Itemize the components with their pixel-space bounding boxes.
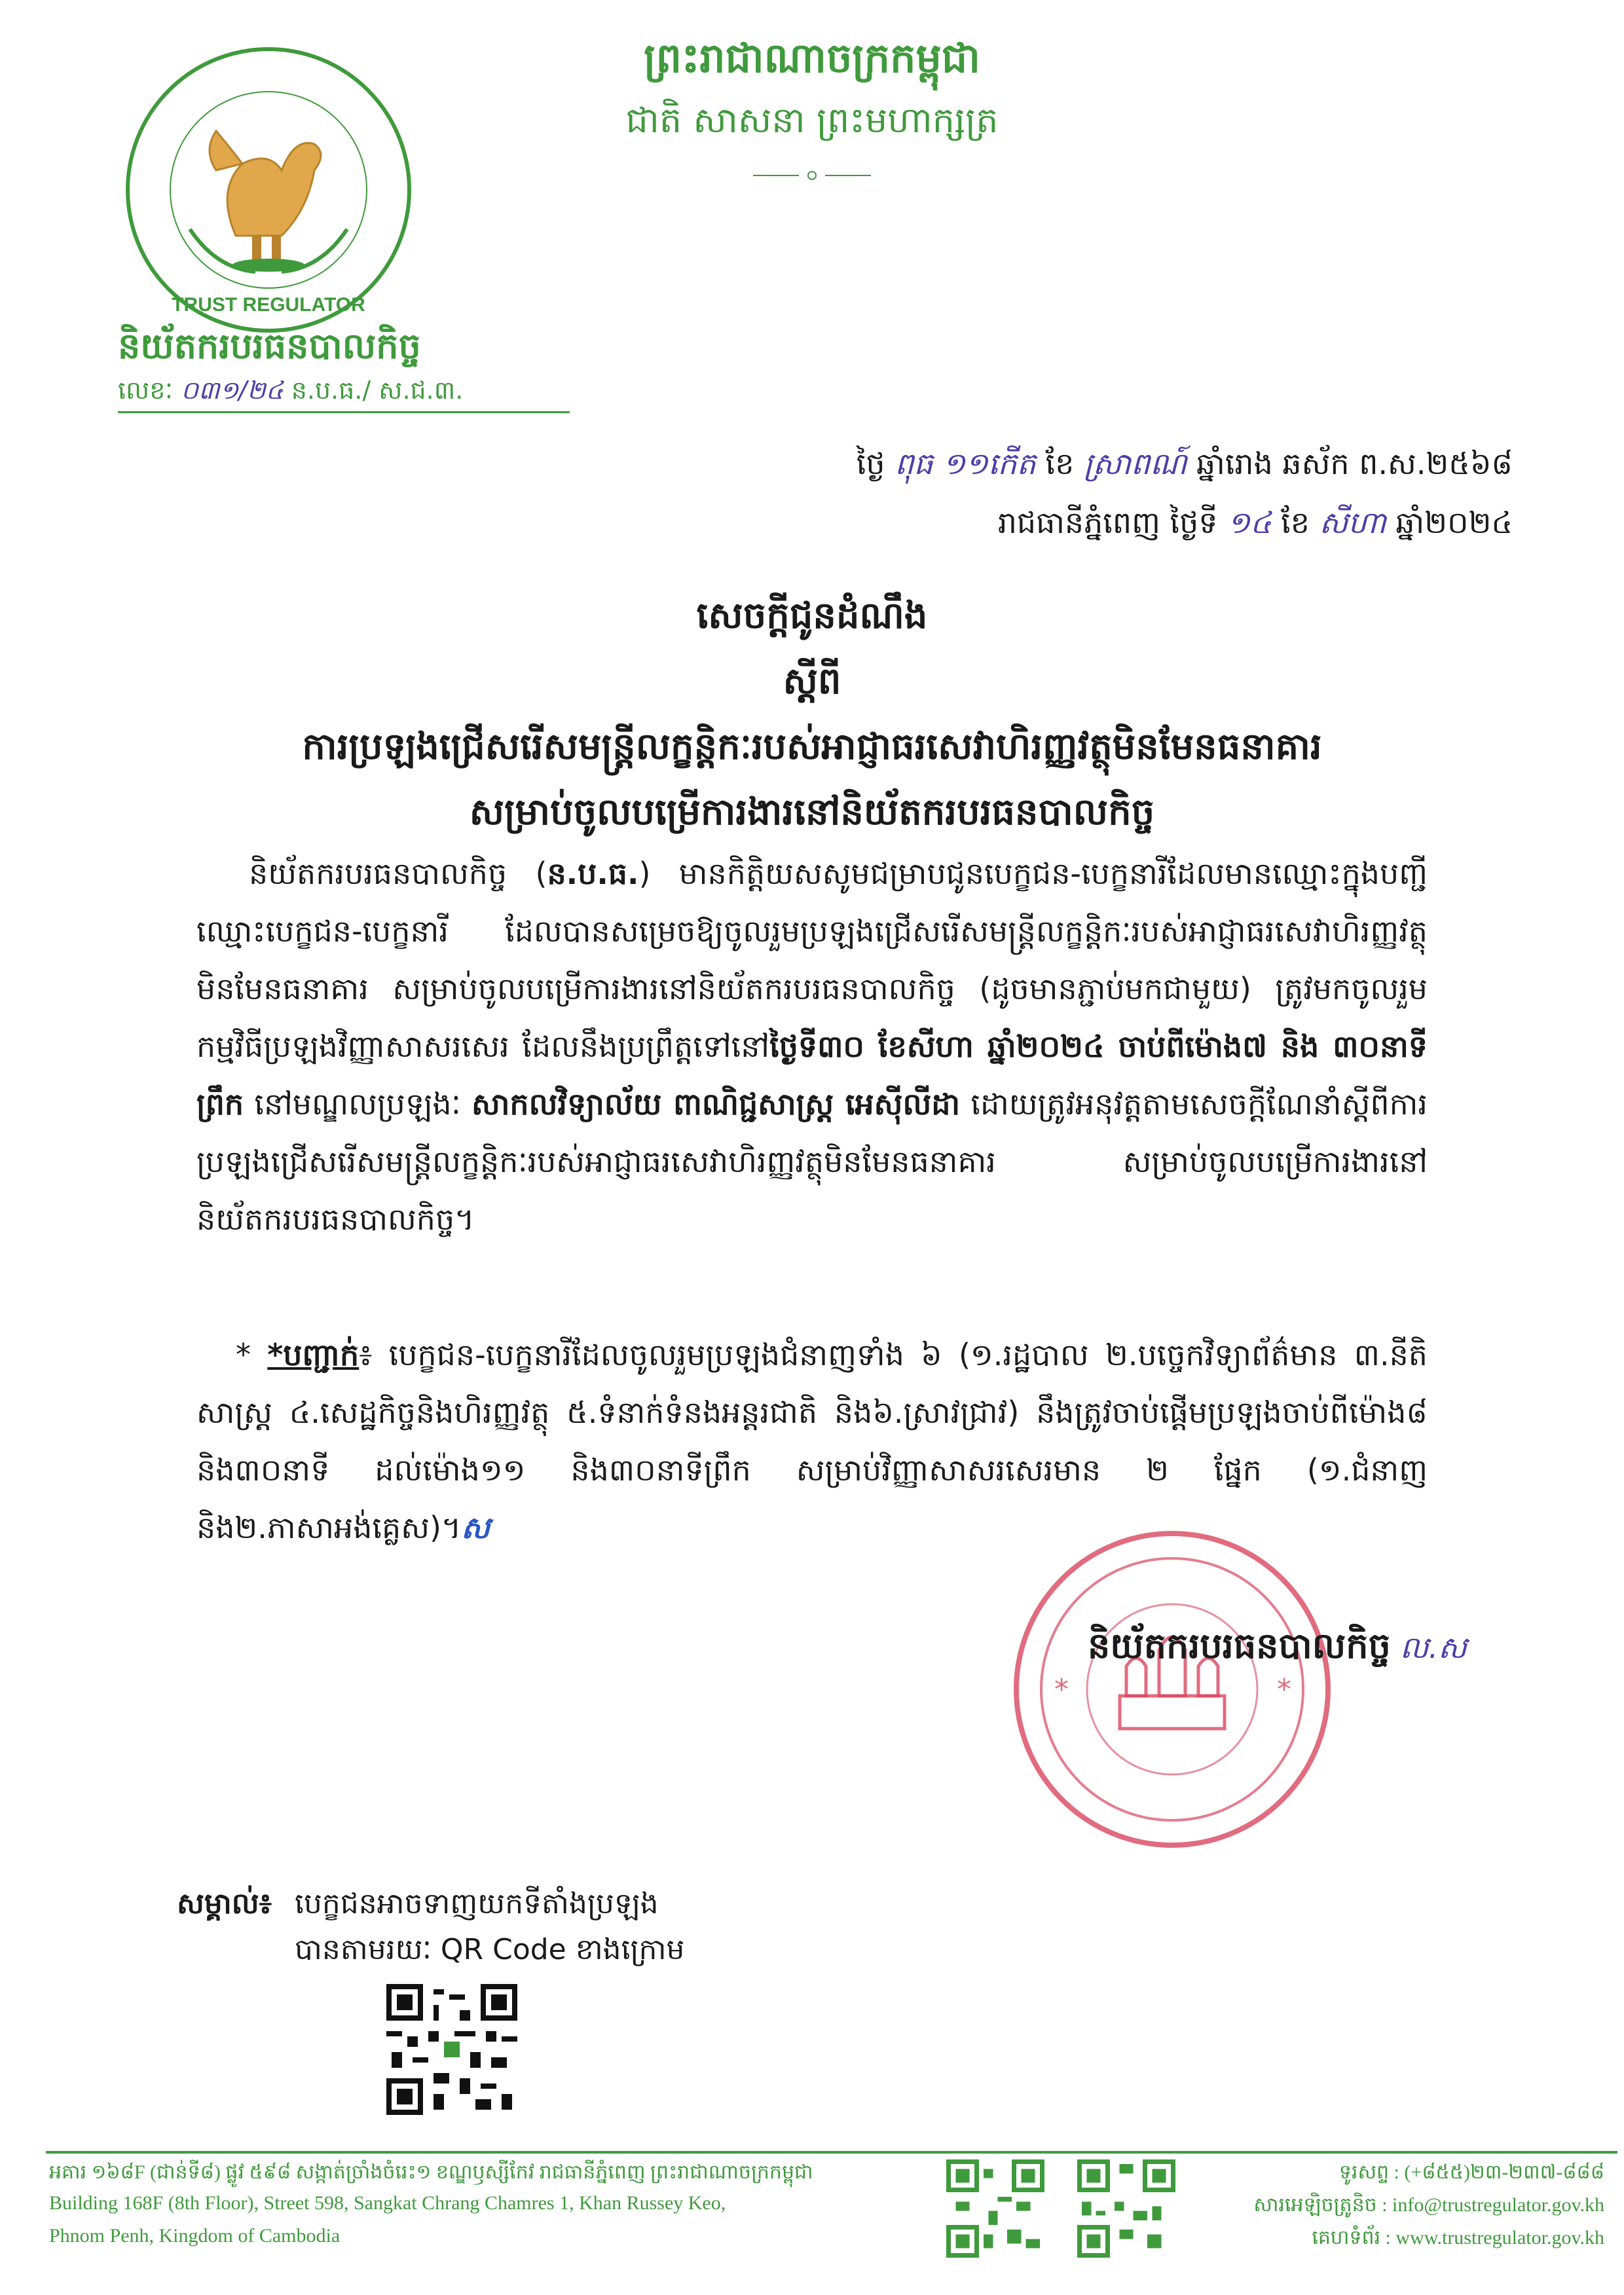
footer-qr-code-1[interactable] (946, 2159, 1044, 2258)
solar-day-handwritten: ១៤ (1227, 505, 1272, 540)
exam-venue: សាកលវិទ្យាល័យ ពាណិជ្ជសាស្ត្រ អេស៊ីលីដា (471, 1086, 961, 1122)
ref-suffix: ស.ជ.៣. (378, 376, 464, 405)
official-seal-stamp (1008, 1526, 1336, 1853)
solar-month-handwritten: សីហា (1319, 505, 1386, 540)
signatory-org: និយ័តករបរធនបាលកិច្ច (1088, 1625, 1391, 1666)
footer-qr-code-2[interactable] (1077, 2159, 1175, 2258)
svg-text:*: * (1054, 1673, 1069, 1706)
ref-code: ន.ប.ធ./ (291, 376, 371, 405)
national-motto: ជាតិ សាសនា ព្រះមហាក្សត្រ (625, 100, 999, 141)
exam-date-time: ថ្ងៃទី៣០ ខែសីហា ឆ្នាំ២០២៤ ចាប់ពីម៉ោង៧ និង ៣០នាទីព្រឹក (196, 1029, 1428, 1122)
solar-year: ឆ្នាំ២០២៤ (1395, 505, 1513, 540)
reference-number (118, 375, 589, 411)
ref-number-handwritten: ០៣១/២៤ (181, 376, 284, 405)
lunar-date (779, 445, 1513, 489)
lunar-month-handwritten: ស្រាពណ៍ (1083, 446, 1187, 481)
svg-text:*: * (1277, 1673, 1291, 1706)
notice-title: សេចក្តីជូនដំណឹង (696, 595, 928, 637)
ref-prefix: លេខៈ (118, 376, 173, 405)
note-emphasis-label: *បញ្ជាក់ (267, 1337, 360, 1372)
solar-date (779, 504, 1513, 548)
footer-email[interactable]: សារអេឡិចត្រូនិច : info@trustregulator.gov.kh (1253, 2194, 1604, 2216)
body-paragraph-1 (196, 845, 1428, 1248)
footer-website[interactable]: គេហទំព័រ : www.trustregulator.gov.kh (1312, 2227, 1604, 2249)
signature-annotation: ល.ស (1399, 1630, 1467, 1665)
lunar-date-prefix: ថ្ងៃ (856, 446, 885, 481)
note-line-2: បានតាមរយៈ QR Code ខាងក្រោម (295, 1933, 685, 1966)
solar-date-prefix: រាជធានីភ្នំពេញ ថ្ងៃទី (997, 505, 1218, 540)
kingdom-title: ព្រះរាជាណាចក្រកម្ពុជា (644, 34, 980, 82)
p2-asterisk: * (236, 1337, 268, 1372)
svg-text:TRUST REGULATOR: TRUST REGULATOR (172, 294, 365, 316)
lunar-day-handwritten: ពុធ ១១កើត (895, 446, 1036, 481)
footer-address-khmer: អគារ ១៦៨F (ជាន់ទី៨) ផ្លូវ ៥៩៨ សង្កាត់ច្រាំងចំរេះ១ ខណ្ឌឫស្សីកែវ រាជធានីភ្នំពេញ ព្រះរាជាណាចក្រកម្ពុជា (49, 2161, 813, 2183)
note-line-1: បេក្ខជនអាចទាញយកទីតាំងប្រឡង (295, 1887, 659, 1920)
footer-address-en-line2: Phnom Penh, Kingdom of Cambodia (49, 2225, 341, 2247)
p1-text-e: នៅមណ្ឌលប្រឡងៈ (244, 1086, 471, 1122)
ornament-divider-icon (753, 169, 871, 182)
p1-text-a: និយ័តករបរធនបាលកិច្ច ( (249, 856, 547, 891)
note-label: សម្គាល់៖ (177, 1887, 272, 1920)
notice-subject-line1: ការប្រឡងជ្រើសរើសមន្ត្រីលក្ខន្តិកៈរបស់អាជ្ញាធរសេវាហិរញ្ញវត្ថុមិនមែនធនាគារ (302, 725, 1322, 768)
lunar-month-label: ខែ (1045, 446, 1075, 481)
solar-month-label: ខែ (1281, 505, 1310, 540)
p1-text-c: ) មានកិត្តិយសសូមជម្រាបជូនបេក្ខជន-បេក្ខនារីដែលមានឈ្មោះក្នុងបញ្ជីឈ្មោះបេក្ខជន-បេក្ខនារី ដែលបានសម្រេចឱ្យចូលរួមប្រឡងជ្រើសរើសមន្ត្រីលក្ខន្តិកៈរបស់អាជ្ញាធរសេវាហិរញ្ញវត្ថុមិនមែនធនាគារ សម្រាប់ចូលបម្រើការងារនៅនិយ័តករបរធនបាលកិច្ច (ដូចមានភ្ជាប់មកជាមួយ) ត្រូវមកចូលរួមកម្មវិធីប្រឡងវិញ្ញាសាសរសេរ ដែលនឹងប្រព្រឹត្តទៅនៅ (196, 856, 1428, 1064)
p1-text-g: ដោយត្រូវអនុវត្តតាមសេចក្តីណែនាំស្តីពីការប្រឡងជ្រើសរើសមន្ត្រីលក្ខន្តិកៈរបស់អាជ្ញាធរសេវាហិរញ្ញវត្ថុមិនមែនធនាគារ សម្រាប់ចូលបម្រើការងារនៅនិយ័តករបរធនបាលកិច្ច។ (196, 1086, 1428, 1237)
footer-divider (46, 2151, 1617, 2154)
footer-phone: ទូរសព្ទ : (+៨៥៥)២៣-២៣៧-៨៨៨ (1338, 2161, 1604, 2183)
p2-text: ៖ បេក្ខជន-បេក្ខនារីដែលចូលរួមប្រឡងជំនាញទាំង ៦ (១.រដ្ឋបាល ២.បច្ចេកវិទ្យាព័ត៌មាន ៣.នីតិសាស្ត្រ ៤.សេដ្ឋកិច្ចនិងហិរញ្ញវត្ថុ ៥.ទំនាក់ទំនងអន្តរជាតិ និង៦.ស្រាវជ្រាវ) នឹងត្រូវចាប់ផ្តើមប្រឡងចាប់ពីម៉ោង៨ និង៣០នាទី ដល់ម៉ោង១១ និង៣០នាទីព្រឹក សម្រាប់វិញ្ញាសាសរសេរមាន ២ ផ្នែក (១.ជំនាញ និង២.ភាសាអង់គ្លេស)។ (196, 1337, 1428, 1545)
reference-underline (118, 411, 570, 413)
trust-regulator-logo (118, 39, 419, 340)
body-paragraph-2 (196, 1326, 1428, 1556)
organization-name: និយ័តករបរធនបាលកិច្ច (118, 325, 421, 367)
notice-about: ស្តីពី (783, 660, 841, 703)
handwritten-initial: ស (461, 1510, 490, 1545)
lunar-year: ឆ្នាំរោង ឆស័ក ព.ស.២៥៦៨ (1196, 446, 1513, 481)
notice-subject-line2: សម្រាប់ចូលបម្រើការងារនៅនិយ័តករបរធនបាលកិច្ច (469, 791, 1155, 834)
signatory-title (982, 1624, 1467, 1676)
org-abbreviation: ន.ប.ធ. (547, 856, 639, 891)
footer-address-en-line1: Building 168F (8th Floor), Street 598, Sangkat Chrang Chamres 1, Khan Russey Keo, (49, 2192, 726, 2214)
exam-location-qr-code[interactable] (386, 1984, 517, 2115)
